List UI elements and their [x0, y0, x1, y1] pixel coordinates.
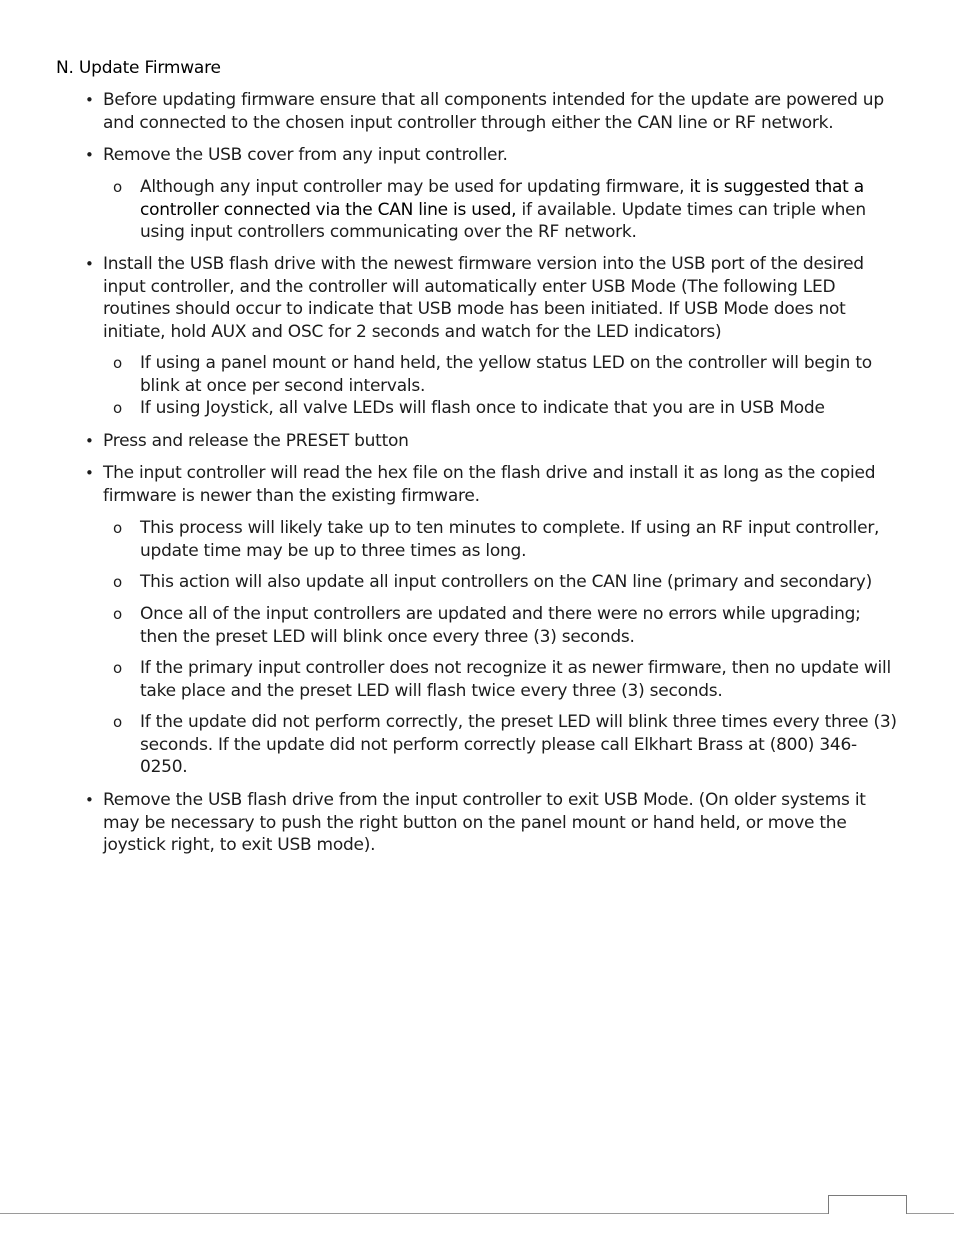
sub-item-text: Although any input controller may be used for updating firmware, [140, 177, 690, 197]
bullet-remove-cover: • Remove the USB cover from any input controller. [103, 144, 903, 167]
sub-item-can-update: o This action will also update all input controllers on the CAN line (primary and secondary) [140, 571, 900, 594]
section-heading: N. Update Firmware [56, 58, 221, 78]
bullet-power-up: • Before updating firmware ensure that all components intended for the update are powered up and connected to the chosen input controller through either the CAN line or RF network. [103, 89, 903, 134]
sub-item-no-update: o If the primary input controller does not recognize it as newer firmware, then no update will take place and the preset LED will flash twice every three (3) seconds. [140, 657, 900, 702]
sub-item-failure: o If the update did not perform correctly, the preset LED will blink three times every three (3) seconds. If the update did not perform correctly please call Elkhart Brass at (800) 346-0250. [140, 711, 900, 779]
sub-item-panel-mount: o If using a panel mount or hand held, the yellow status LED on the controller will begin to blink at once per second intervals. [140, 352, 900, 397]
footer-rule [0, 1213, 954, 1214]
sub-item-success: o Once all of the input controllers are updated and there were no errors while upgrading; then the preset LED will blink once every three (3) seconds. [140, 603, 900, 648]
sub-item-joystick: o If using Joystick, all valve LEDs will flash once to indicate that you are in USB Mode [140, 397, 900, 420]
sub-item-can-suggestion [140, 176, 900, 244]
emphasized-text: it is suggested that a controller connected via the CAN line is used, [140, 177, 864, 220]
sub-item-text: if available. Update times can triple when using input controllers communicating over the RF network. [140, 199, 866, 242]
bullet-remove-drive: • Remove the USB flash drive from the input controller to exit USB Mode. (On older systems it may be necessary to push the right button on the panel mount or hand held, or move the joystick right, to exit USB mode). [103, 789, 903, 857]
page-number-box [828, 1195, 907, 1214]
bullet-read-hex: • The input controller will read the hex file on the flash drive and install it as long as the copied firmware is newer than the existing firmware. [103, 462, 903, 507]
bullet-press-preset: • Press and release the PRESET button [103, 430, 903, 453]
bullet-install-drive: • Install the USB flash drive with the newest firmware version into the USB port of the desired input controller, and the controller will automatically enter USB Mode (The following LED routines should occur to indicate that USB mode has been initiated. If USB Mode does not initiate, hold AUX and OSC for 2 seconds and watch for the LED indicators) [103, 253, 903, 343]
sub-item-process-time: o This process will likely take up to ten minutes to complete. If using an RF input controller, update time may be up to three times as long. [140, 517, 900, 562]
